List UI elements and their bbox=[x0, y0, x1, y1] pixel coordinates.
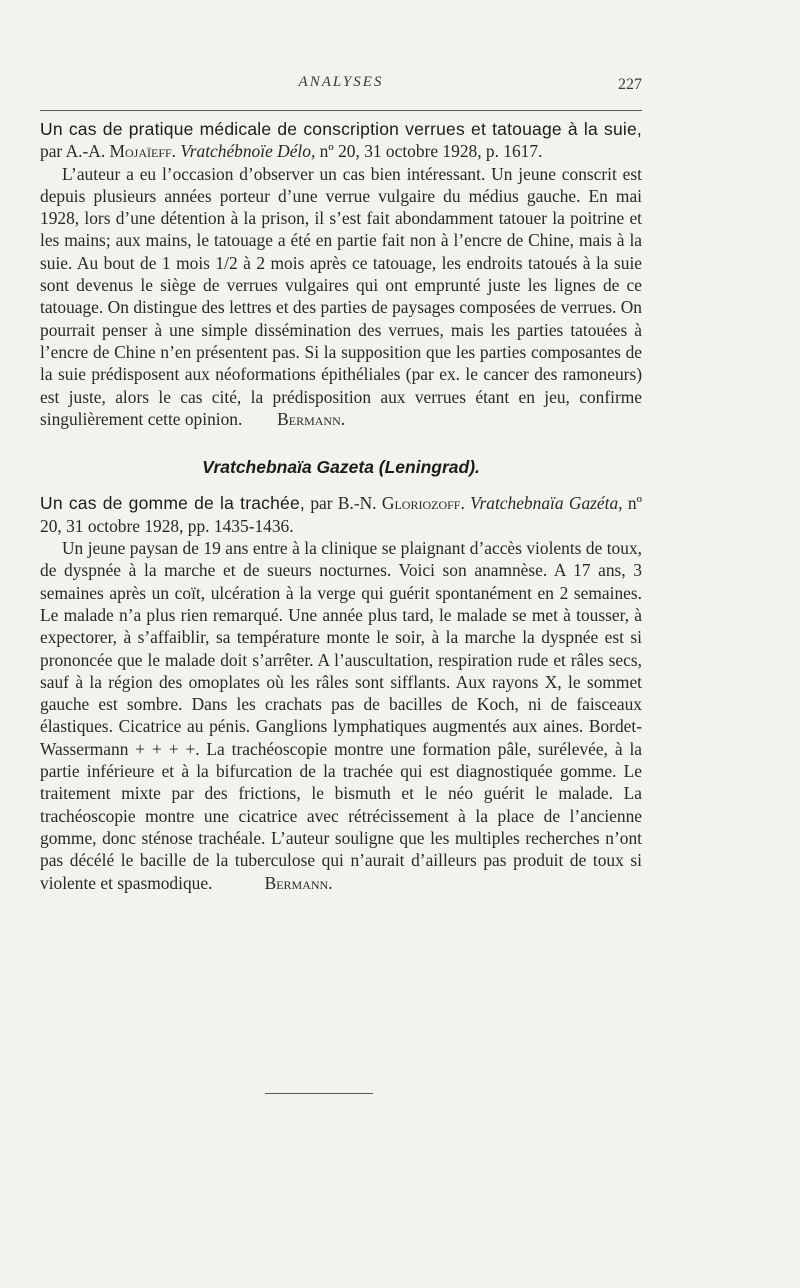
citation-details: nº 20, 31 octobre 1928, pp. 1435-1436. bbox=[40, 493, 642, 536]
header-rule bbox=[40, 110, 642, 111]
citation-author: Mojaïeff. bbox=[109, 141, 177, 162]
article-heading bbox=[40, 492, 642, 537]
article-signature: Bermann. bbox=[264, 872, 333, 893]
article-title: Un cas de gomme de la trachée, bbox=[40, 493, 305, 514]
citation-journal: Vratchebnaïa Gazéta, bbox=[470, 493, 623, 514]
article-signature: Bermann. bbox=[277, 408, 346, 429]
article-body bbox=[40, 163, 642, 431]
page-content bbox=[40, 118, 642, 894]
article-body-text: Un jeune paysan de 19 ans entre à la clinique se plaignant d’accès violents de toux, de dyspnée à la marche et de sueurs nocturnes. Voici son anamnèse. A 17 ans, 3 semaines après un coït, ulcération à la verge qui guérit spontanément en 2 semaines. Le malade n’a plus rien remarqué. Une année plus tard, le malade se met à tousser, à expectorer, à s’affaiblir, sa température monte le soir, à la marche la dyspnée est si prononcée que le malade doit s’arrêter. A l’auscultation, respiration rude et râles secs, sauf à la région des omoplates où les râles sont sifflants. Aux rayons X, le sommet gauche est sombre. Dans les crachats pas de bacilles de Koch, ni de faisceaux élastiques. Cicatrice au pénis. Ganglions lymphatiques augmentés aux aines. Bordet-Wassermann + + + +. La trachéoscopie montre une formation pâle, surélevée, à la partie inférieure et à la bifurcation de la trachée qui est diagnostiquée gomme. Le traitement mixte par des frictions, le bismuth et le néo guérit le malade. La trachéoscopie montre une cicatrice avec rétrécissement à la place de l’ancienne gomme, donc sténose trachéale. L’auteur souligne que les multiples recherches n’ont pas décélé le bacille de la tuberculose qui n’aurait d’ailleurs pas produit de toux si violente et spasmodique. bbox=[40, 538, 642, 893]
article-title: Un cas de pratique médicale de conscription verrues et tatouage à la suie, bbox=[40, 119, 642, 139]
citation-by: par B.-N. bbox=[304, 493, 382, 514]
page-number: 227 bbox=[618, 76, 642, 93]
article-body-text: L’auteur a eu l’occasion d’observer un cas bien intéressant. Un jeune conscrit est depuis plusieurs années porteur d’une verrue vulgaire du médius gauche. En mai 1928, lors d’une détention à la prison, il s’est fait abondamment tatouer la poitrine et les mains; aux mains, le tatouage a été en partie fait non à l’encre de Chine, mais à la suie. Au bout de 1 mois 1/2 à 2 mois après ce tatouage, les endroits tatoués à la suie sont devenus le siège de verrues vulgaires qui ont emprunté juste les lignes de ce tatouage. On distingue des lettres et des parties de paysages composées de verrues. On pourrait penser à une simple dissémination des verrues, mais les parties tatouées à l’encre de Chine n’en présentent pas. Si la supposition que les parties composantes de la suie prédisposent aux néoformations épithéliales (par ex. le cancer des ramoneurs) est juste, alors le cas cité, la prédisposition aux verrues étant en jeu, confirme singulièrement cette opinion. bbox=[40, 163, 642, 429]
running-head: ANALYSES bbox=[298, 74, 384, 90]
article-body bbox=[40, 537, 642, 894]
citation-by: par A.-A. bbox=[40, 141, 110, 162]
article-gloriozoff bbox=[40, 492, 642, 893]
citation-journal: Vratchébnoïe Délo, bbox=[180, 141, 316, 162]
citation-author: Gloriozoff. bbox=[381, 493, 465, 514]
article-mojaieff bbox=[40, 118, 642, 430]
section-title: Vratchebnaïa Gazeta (Leningrad). bbox=[202, 457, 480, 478]
citation-details: nº 20, 31 octobre 1928, p. 1617. bbox=[319, 141, 543, 162]
article-heading bbox=[40, 118, 642, 163]
end-rule bbox=[265, 1093, 373, 1094]
page-header bbox=[40, 74, 642, 106]
